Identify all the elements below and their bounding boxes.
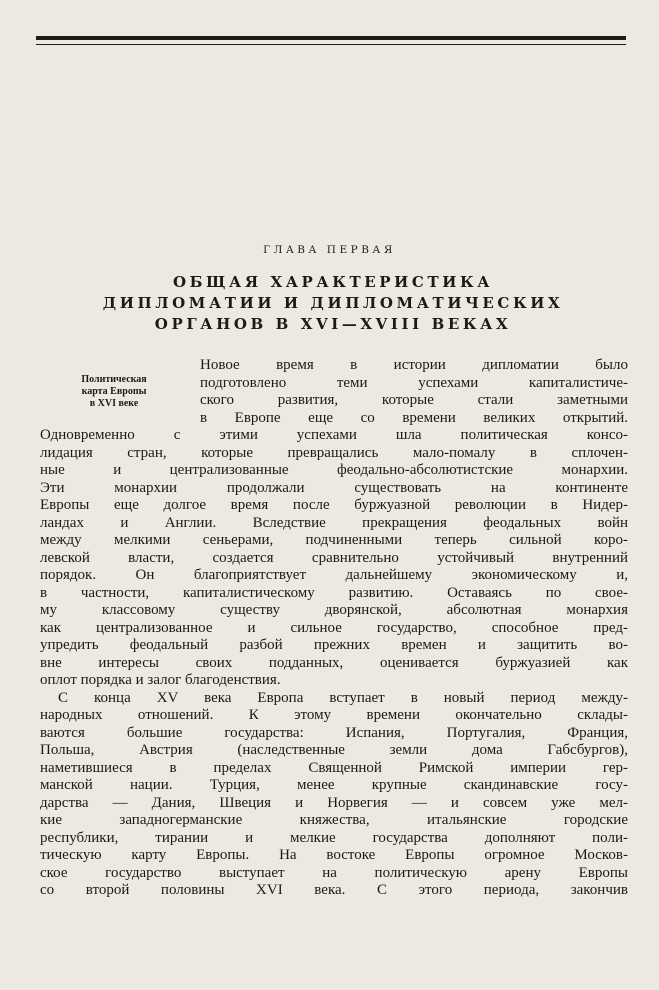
header-rule-thin (36, 44, 626, 45)
margin-note-line: карта Европы (81, 386, 147, 397)
text-line: Одновременно с этими успехами шла политическая консо- (40, 427, 628, 443)
text-line: со второй половины XVI века. С этого периода, закончив (40, 882, 628, 898)
text-line: му классовому существу дворянской, абсолютная монархия (40, 602, 628, 618)
text-line: вне интересы своих подданных, оценивается буржуазией как (40, 654, 628, 671)
text-line: С конца XV века Европа вступает в новый период между- (58, 689, 628, 706)
text-line: республики, тирании и мелкие государства дополняют поли- (40, 829, 628, 846)
text-line: кие западногерманские княжества, итальянские городские (40, 812, 628, 828)
text-line: между мелкими сеньерами, подчиненными теперь сильной коро- (40, 532, 628, 548)
text-line: Европы еще долгое время после буржуазной революции в Нидер- (40, 497, 628, 513)
header-rule-thick (36, 36, 626, 40)
text-line: подготовлено теми успехами капиталистиче- (200, 374, 628, 391)
text-line: ные и централизованные феодально-абсолютистские монархии. (40, 462, 628, 478)
text-line: лидация стран, которые превращались мало-помалу в сплочен- (40, 444, 628, 461)
text-line: ваются большие государства: Испания, Португалия, Франция, (40, 724, 628, 741)
margin-note-line: в XVI веке (89, 398, 139, 409)
text-line: ское государство выступает на политическую арену Европы (40, 864, 628, 881)
text-line: левской власти, создается сравнительно устойчивый внутренний (40, 549, 628, 566)
chapter-title-line: ОБЩАЯ ХАРАКТЕРИСТИКА (172, 273, 494, 291)
text-line: ландах и Англии. Вследствие прекращения феодальных войн (40, 514, 628, 531)
text-line: народных отношений. К этому времени окончательно склады- (40, 707, 628, 723)
text-line: Новое время в истории дипломатии было (200, 357, 628, 373)
text-line: оплот порядка и залог благоденствия. (40, 672, 281, 688)
body-text (40, 427, 628, 900)
text-line: в Европе еще со времени великих открытий. (200, 409, 628, 426)
text-line: порядок. Он благоприятствует дальнейшему экономическому и, (40, 567, 628, 583)
text-line: Эти монархии продолжали существовать на континенте (40, 479, 628, 496)
text-line: как централизованное и сильное государство, способное пред- (40, 619, 628, 636)
text-line: ского развития, которые стали заметными (200, 392, 628, 408)
text-line: в частности, капиталистическому развитию. Оставаясь по свое- (40, 584, 628, 601)
chapter-title (40, 272, 626, 335)
margin-note-line: Политическая (81, 374, 147, 385)
chapter-label: ГЛАВА ПЕРВАЯ (263, 244, 396, 256)
text-line: манской нации. Турция, менее крупные скандинавские госу- (40, 777, 628, 793)
chapter-title-line: ОРГАНОВ В XVI—XVIII ВЕКАХ (154, 315, 512, 333)
text-line: Польша, Австрия (наследственные земли дома Габсбургов), (40, 742, 628, 758)
text-line: наметившиеся в пределах Священной Римской империи гер- (40, 759, 628, 776)
margin-note (40, 374, 188, 410)
chapter-title-line: ДИПЛОМАТИИ И ДИПЛОМАТИЧЕСКИХ (102, 294, 564, 312)
text-line: дарства — Дания, Швеция и Норвегия — и совсем уже мел- (40, 794, 628, 811)
text-line: тическую карту Европы. На востоке Европы огромное Москов- (40, 847, 628, 863)
text-line: упредить феодальный разбой прежних времен и защитить во- (40, 637, 628, 653)
first-paragraph (200, 357, 628, 427)
